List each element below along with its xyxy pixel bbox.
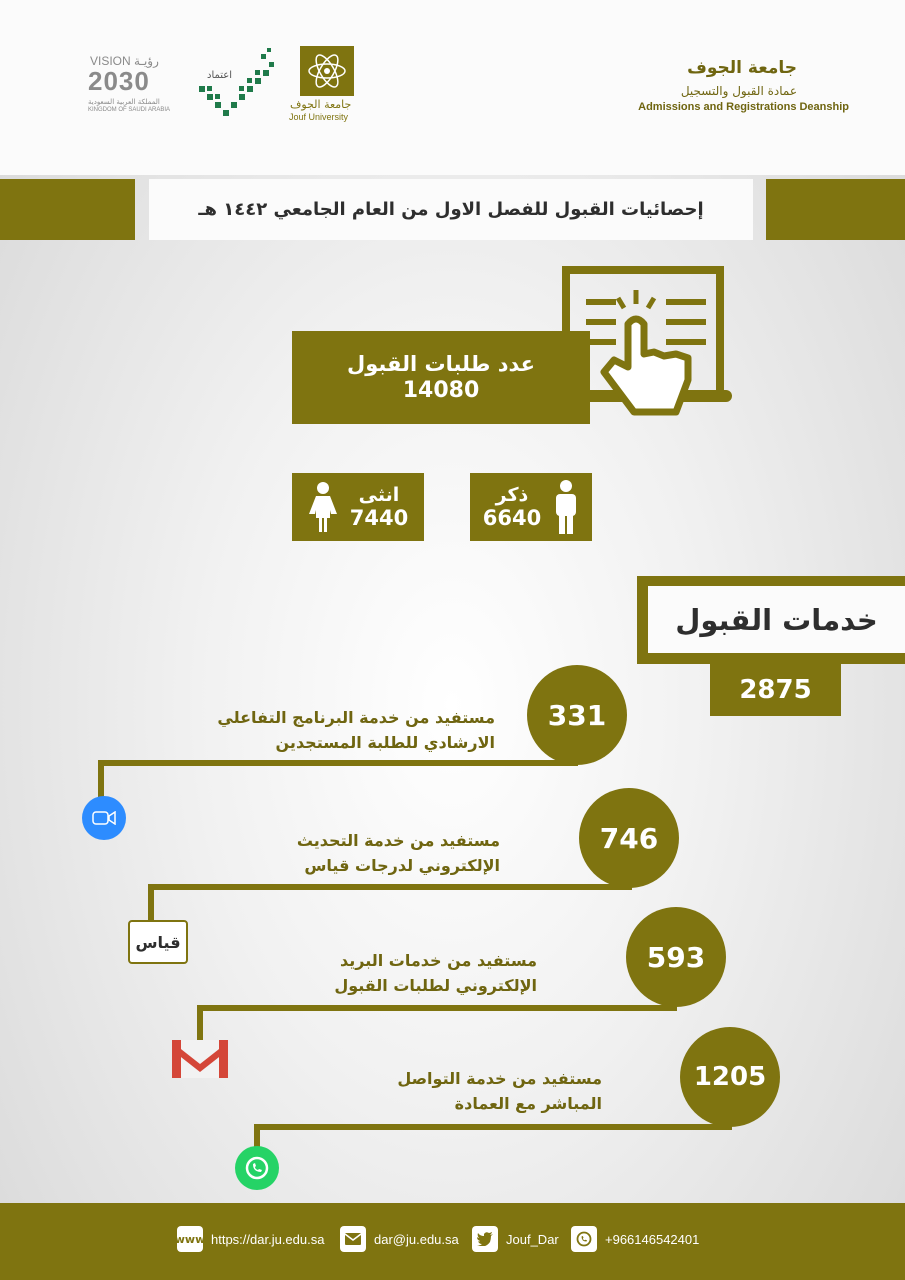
service-line2: الإلكتروني لدرجات قياس	[304, 856, 500, 875]
connector-line	[197, 1005, 203, 1043]
deanship-name-ar: عمادة القبول والتسجيل	[680, 84, 797, 98]
services-total: 2875	[710, 664, 841, 716]
service-line1: مستفيد من خدمة التواصل	[397, 1069, 602, 1088]
website-link[interactable]: https://dar.ju.edu.sa	[211, 1231, 325, 1247]
vision-2030-logo-sub-ar: المملكة العربية السعودية	[88, 98, 160, 106]
connector-line	[254, 1124, 732, 1130]
whatsapp-footer-icon	[571, 1226, 597, 1252]
male-value: 6640	[482, 506, 542, 530]
applications-label: عدد طلبات القبول	[347, 352, 535, 376]
jouf-university-logo-icon	[300, 46, 354, 96]
footer-twitter[interactable]	[472, 1226, 559, 1252]
service-line2: المباشر مع العمادة	[454, 1094, 602, 1113]
twitter-icon	[472, 1226, 498, 1252]
connector-line	[98, 760, 104, 800]
footer-phone[interactable]	[571, 1226, 699, 1252]
female-value: 7440	[349, 506, 409, 530]
vision-2030-logo-top: VISION رؤيـة	[90, 54, 159, 68]
male-icon	[553, 480, 579, 534]
footer-website[interactable]	[174, 1226, 325, 1252]
male-count-box	[470, 473, 592, 541]
envelope-icon	[340, 1226, 366, 1252]
jouf-logo-text-ar: جامعة الجوف	[290, 98, 352, 111]
accreditation-logo-icon	[195, 46, 275, 120]
twitter-handle[interactable]: Jouf_Dar	[506, 1231, 559, 1247]
services-title-box	[648, 586, 905, 653]
service-line1: مستفيد من خدمة البرنامج التفاعلي	[217, 708, 495, 727]
service-description	[217, 705, 495, 755]
gmail-icon	[172, 1040, 228, 1078]
female-icon	[308, 482, 338, 532]
title-band-left	[0, 179, 135, 240]
applications-value: 14080	[402, 378, 480, 403]
service-description	[297, 828, 500, 878]
connector-line	[197, 1005, 677, 1011]
vision-2030-logo-sub-en: KINGDOM OF SAUDI ARABIA	[88, 107, 171, 113]
services-title: خدمات القبول	[675, 602, 878, 637]
vision-2030-logo-year: 2030	[88, 66, 150, 96]
deanship-name-en: Admissions and Registrations Deanship	[638, 101, 849, 113]
service-description	[397, 1066, 602, 1116]
phone-number[interactable]: +966146542401	[605, 1231, 700, 1247]
title-band-right	[766, 179, 905, 240]
page-title-box	[149, 179, 753, 240]
connector-line	[148, 884, 632, 890]
male-label: ذكر	[495, 484, 529, 506]
accreditation-label: اعتماد	[207, 70, 233, 81]
service-count-circle: 746	[579, 788, 679, 888]
email-link[interactable]: dar@ju.edu.sa	[374, 1231, 459, 1247]
connector-line	[148, 884, 154, 922]
service-line1: مستفيد من خدمات البريد	[339, 951, 537, 970]
service-count-circle: 593	[626, 907, 726, 1007]
service-count-circle: 1205	[680, 1027, 780, 1127]
qiyas-icon: قياس	[128, 920, 188, 964]
jouf-logo-text-en: Jouf University	[289, 112, 349, 122]
service-line2: الارشادي للطلبة المستجدين	[275, 733, 495, 752]
connector-line	[98, 760, 578, 766]
zoom-icon	[82, 796, 126, 840]
footer-email[interactable]	[340, 1226, 459, 1252]
page-title: إحصائيات القبول للفصل الاول من العام الجامعي ١٤٤٢ هـ	[198, 199, 704, 220]
www-icon: www	[177, 1226, 203, 1252]
female-count-box	[292, 473, 424, 541]
female-label: انثى	[358, 484, 400, 506]
service-line2: الإلكتروني لطلبات القبول	[334, 976, 537, 995]
service-count-circle: 331	[527, 665, 627, 765]
service-description	[334, 948, 537, 998]
university-name: جامعة الجوف	[687, 58, 797, 78]
applications-count-box	[292, 331, 590, 424]
whatsapp-icon	[235, 1146, 279, 1190]
service-line1: مستفيد من خدمة التحديث	[296, 831, 500, 850]
